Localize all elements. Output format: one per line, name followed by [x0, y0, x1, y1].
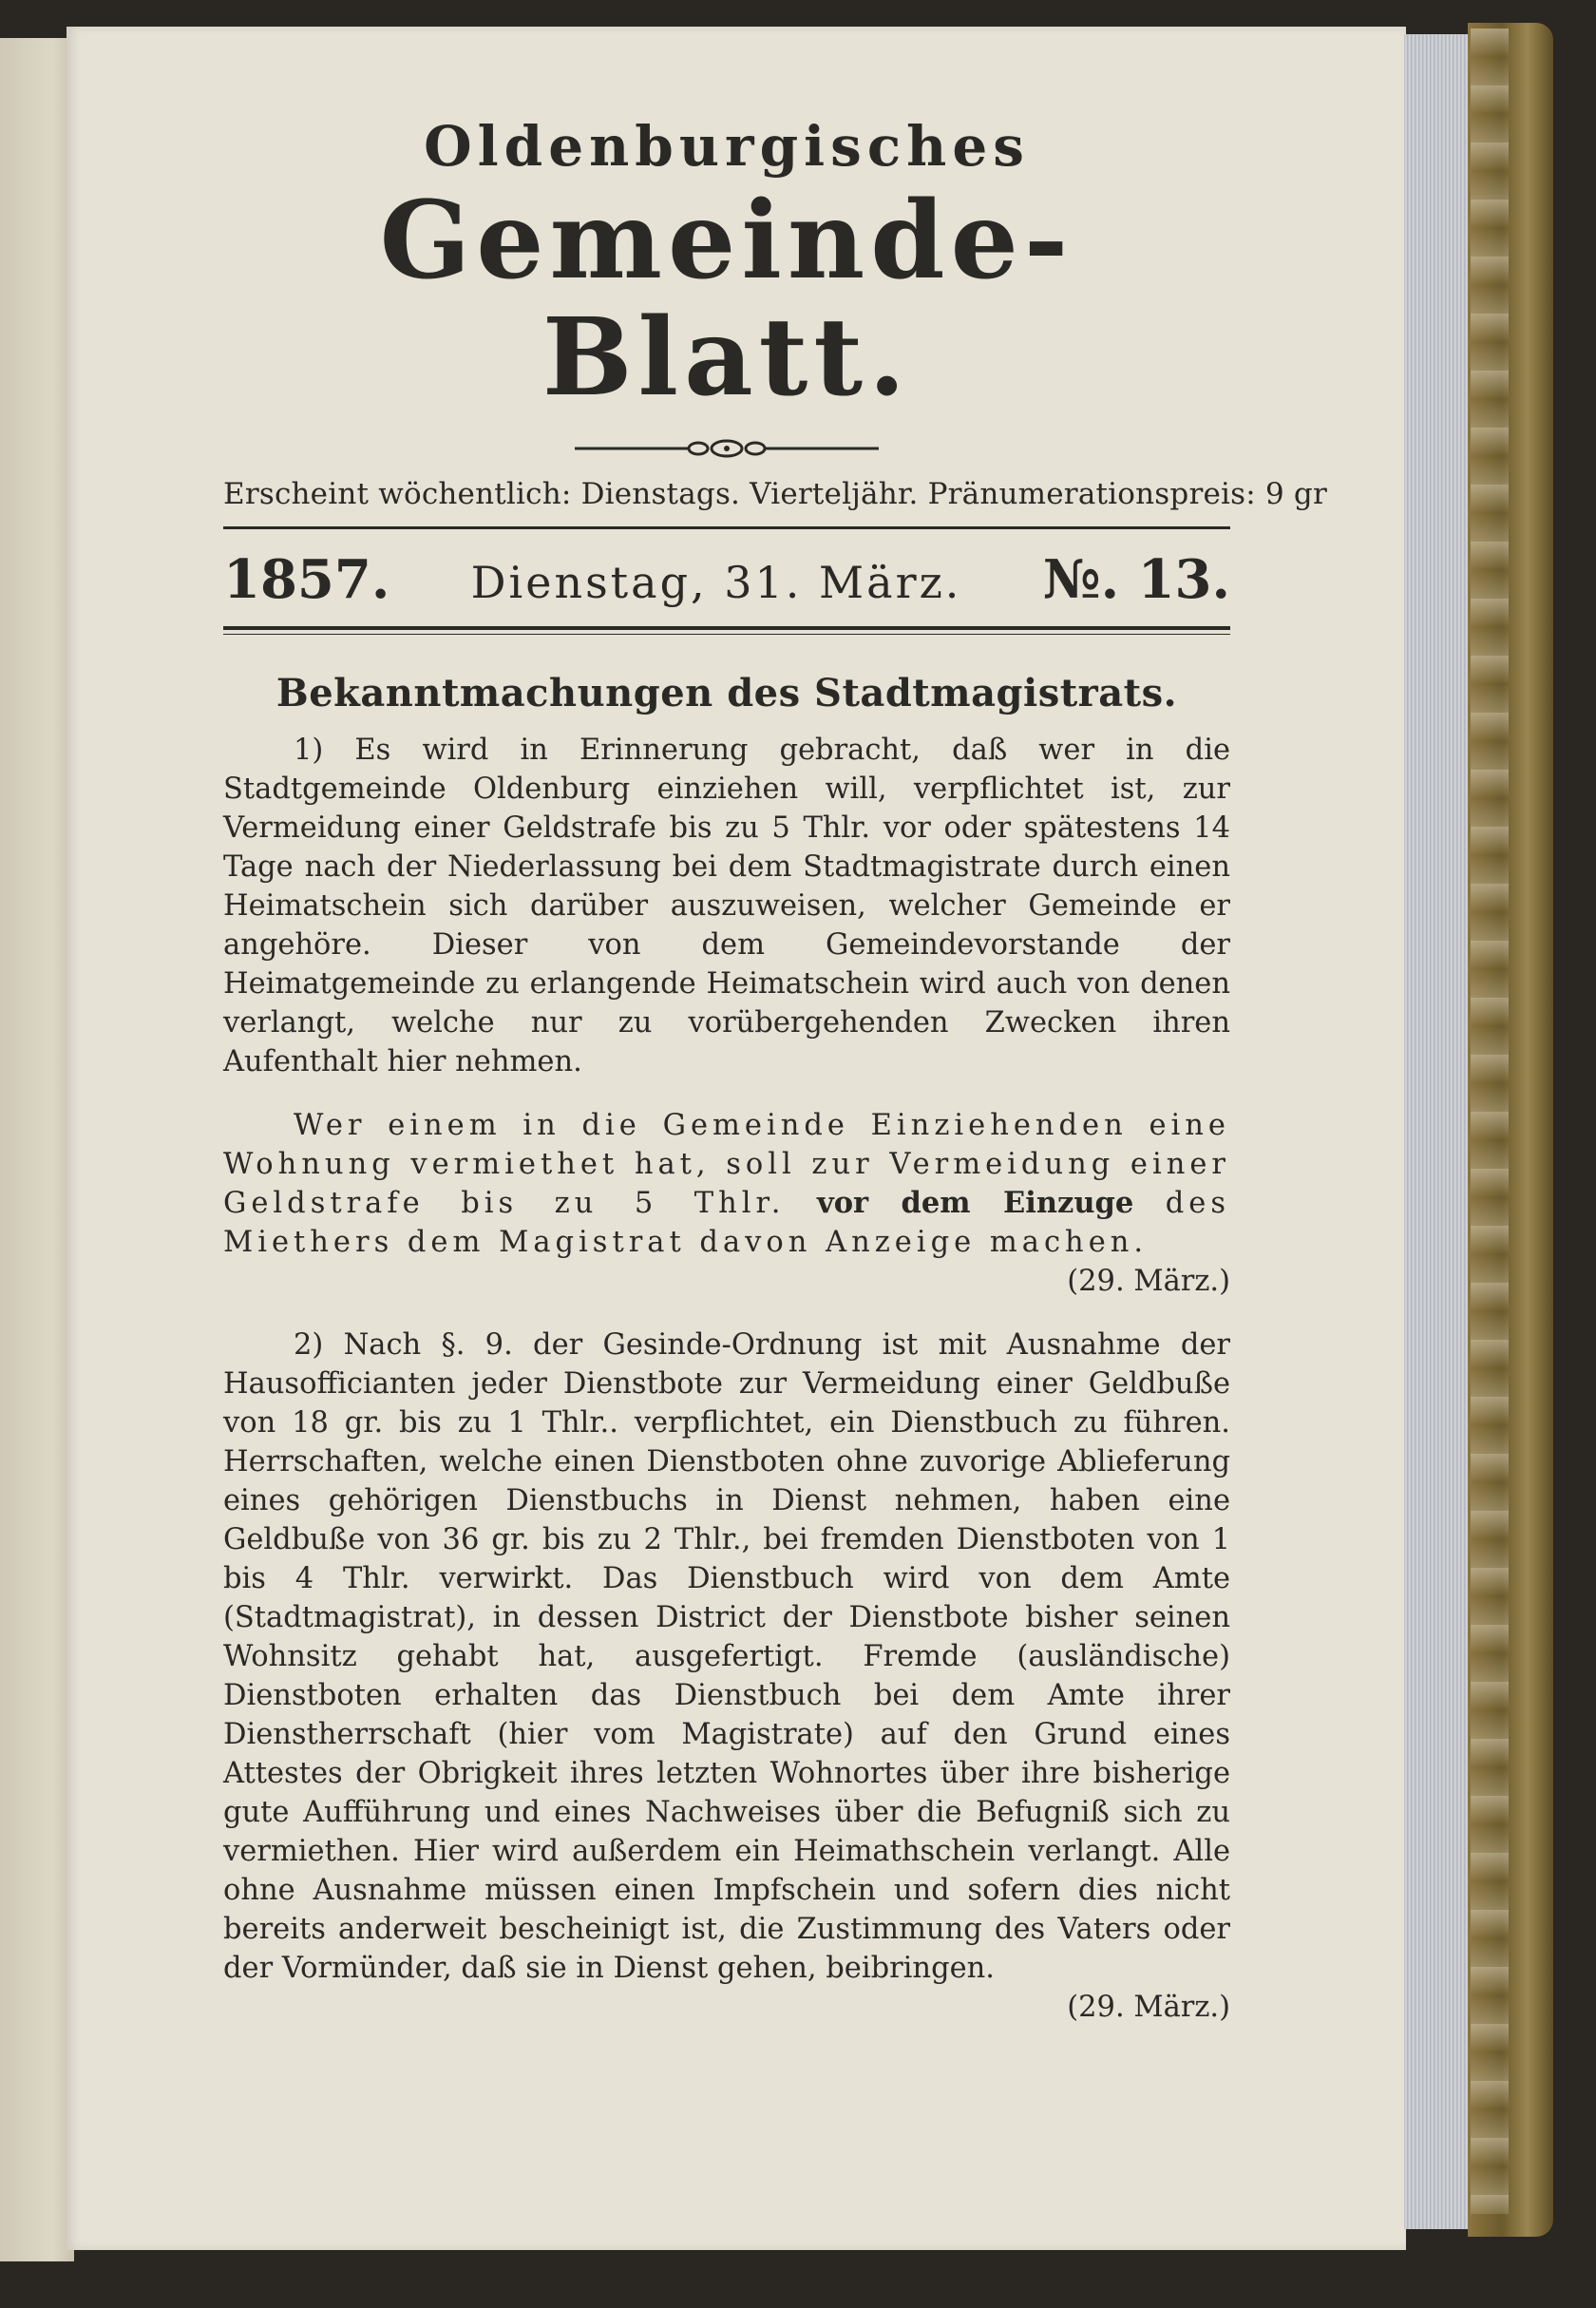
- paragraph-2-text-b: des Miethers dem Magistrat davon Anzeige machen.: [223, 1187, 1230, 1260]
- paragraph-3: 2) Nach §. 9. der Gesinde-Ordnung ist mit Ausnahme der Hausofficianten jeder Dienstbote zur Vermeidung einer Geldbuße von 18 gr. bis zu 1 Thlr.. verpflichtet, ein Dienstbuch zu führen. Herrschaften, welche einen Dienstboten ohne zuvorige Ablieferung eines gehörigen Dienstbuchs in Dienst nehmen, haben eine Geldbuße von 36 gr. bis zu 2 Thlr., bei fremden Dienstboten von 1 bis 4 Thlr. verwirkt. Das Dienstbuch wird von dem Amte (Stadtmagistrat), in dessen District der Dienstbote bisher seinen Wohnsitz gehabt hat, ausgefertigt. Fremde (ausländische) Dienstboten erhalten das Dienstbuch bei dem Amte ihrer Dienstherrschaft (hier vom Magistrate) auf den Grund eines Attestes der Obrigkeit ihres letzten Wohnortes über ihre bisherige gute Aufführung und eines Nachweises über die Befugniß sich zu vermiethen. Hier wird außerdem ein Heimathschein verlangt. Alle ohne Ausnahme müssen einen Impfschein und sofern dies nicht bereits anderweit bescheinigt ist, die Zustimmung des Vaters oder der Vormünder, daß sie in Dienst gehen, beibringen.: [223, 1328, 1230, 1986]
- issue-year: 1857.: [223, 548, 390, 612]
- masthead-title: Gemeinde-Blatt.: [379, 179, 1074, 421]
- issue-number: №. 13.: [1042, 548, 1230, 612]
- paragraph-2: [223, 1106, 1230, 1262]
- masthead-line1: Oldenburgisches: [424, 114, 1030, 179]
- date-note-2: (29. März.): [1067, 1991, 1230, 2025]
- section-title: Bekanntmachungen des Stadtmagistrats.: [276, 671, 1178, 716]
- date-note-1: (29. März.): [1067, 1265, 1230, 1299]
- page-stack-edges: [1404, 34, 1471, 2229]
- page-content: [223, 114, 1327, 2027]
- left-page-edge: [0, 38, 74, 2261]
- ornament-divider: [223, 437, 1230, 460]
- cover-wear: [1471, 29, 1509, 2214]
- paragraph-2-text-a: Wer einem in die Gemeinde Einziehenden eine Wohnung vermiethet hat, soll zur Vermeidung einer Geldstrafe bis zu 5 Thlr.: [223, 1109, 1230, 1221]
- header-rule: [223, 526, 1230, 529]
- paragraph-2-bold: vor dem Einzuge: [816, 1186, 1134, 1221]
- ornament-icon: [575, 437, 879, 460]
- paragraph-1: 1) Es wird in Erinnerung gebracht, daß wer in die Stadtgemeinde Oldenburg einziehen will, verpflichtet ist, zur Vermeidung einer Geldstrafe bis zu 5 Thlr. vor oder spätestens 14 Tage nach der Niederlassung bei dem Stadtmagistrate durch einen Heimatschein sich darüber auszuweisen, welcher Gemeinde er angehöre. Dieser von dem Gemeindevorstande der Heimatgemeinde zu erlangende Heimatschein wird auch von denen verlangt, welche nur zu vorübergehenden Zwecken ihren Aufenthalt hier nehmen.: [223, 734, 1230, 1079]
- subtitle: Erscheint wöchentlich: Dienstags. Vierteljähr. Pränumerationspreis: 9 gr: [223, 477, 1327, 512]
- issue-date: Dienstag, 31. März.: [470, 557, 962, 609]
- issue-rule-thin: [223, 634, 1230, 635]
- issue-line: [223, 548, 1230, 611]
- issue-rule-thick: [223, 626, 1230, 630]
